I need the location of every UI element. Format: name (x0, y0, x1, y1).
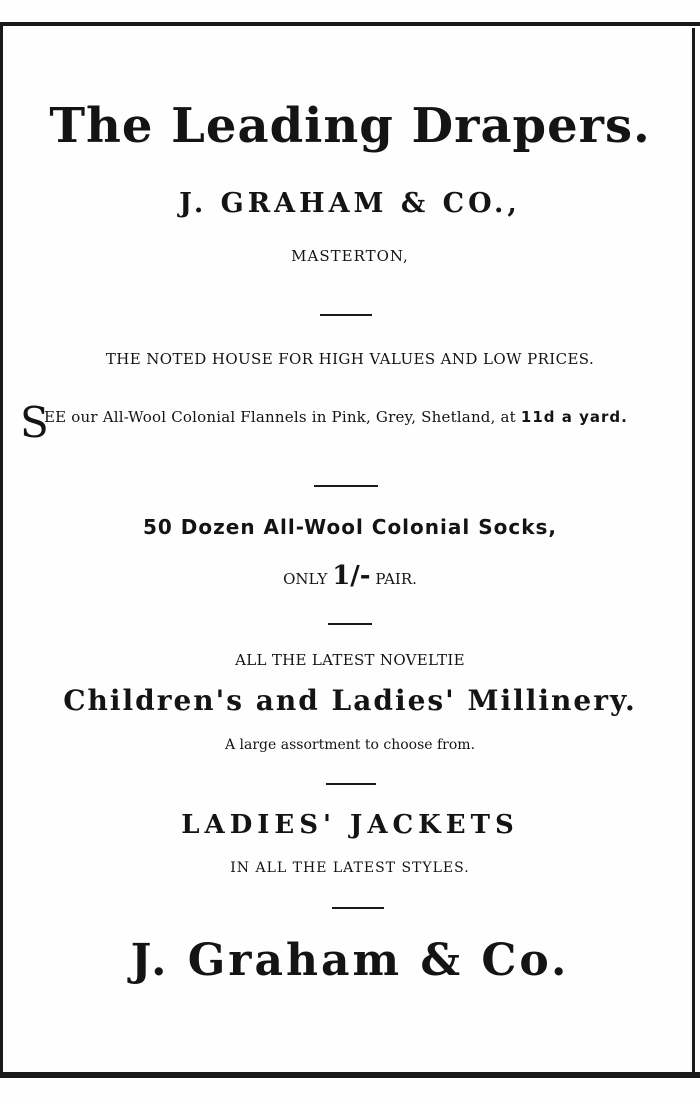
flannels-text (44, 408, 628, 426)
divider (314, 485, 378, 487)
tagline: THE NOTED HOUSE FOR HIGH VALUES AND LOW PRICES. (105, 350, 595, 368)
left-border-rule (0, 24, 3, 1078)
styles-line: IN ALL THE LATEST STYLES. (230, 860, 470, 876)
novelties-line: ALL THE LATEST NOVELTIE (235, 651, 465, 669)
socks-price: 1/- (332, 561, 371, 591)
socks-heading: 50 Dozen All-Wool Colonial Socks, (142, 515, 557, 539)
divider (332, 907, 384, 909)
jackets-heading: LADIES' JACKETS (181, 810, 519, 840)
town-name: MASTERTON, (291, 247, 409, 265)
per-pair-label: PAIR. (375, 570, 417, 588)
right-border-rule (692, 28, 695, 1074)
firm-name: J. GRAHAM & CO., (179, 188, 521, 219)
divider (326, 783, 376, 785)
top-border-rule (0, 22, 700, 26)
divider (328, 623, 372, 625)
bottom-border-rule (0, 1072, 700, 1078)
only-label: ONLY (283, 570, 328, 588)
flannels-price: 11d a yard. (520, 408, 628, 426)
socks-price-line (0, 561, 700, 591)
millinery-heading: Children's and Ladies' Millinery. (63, 684, 637, 717)
divider (320, 314, 372, 316)
headline: The Leading Drapers. (49, 98, 651, 154)
signature: J. Graham & Co. (130, 935, 570, 986)
drop-cap: S (20, 398, 49, 447)
assortment-line: A large assortment to choose from. (224, 737, 476, 753)
flannels-description: EE our All-Wool Colonial Flannels in Pink, Grey, Shetland, at (44, 408, 521, 426)
